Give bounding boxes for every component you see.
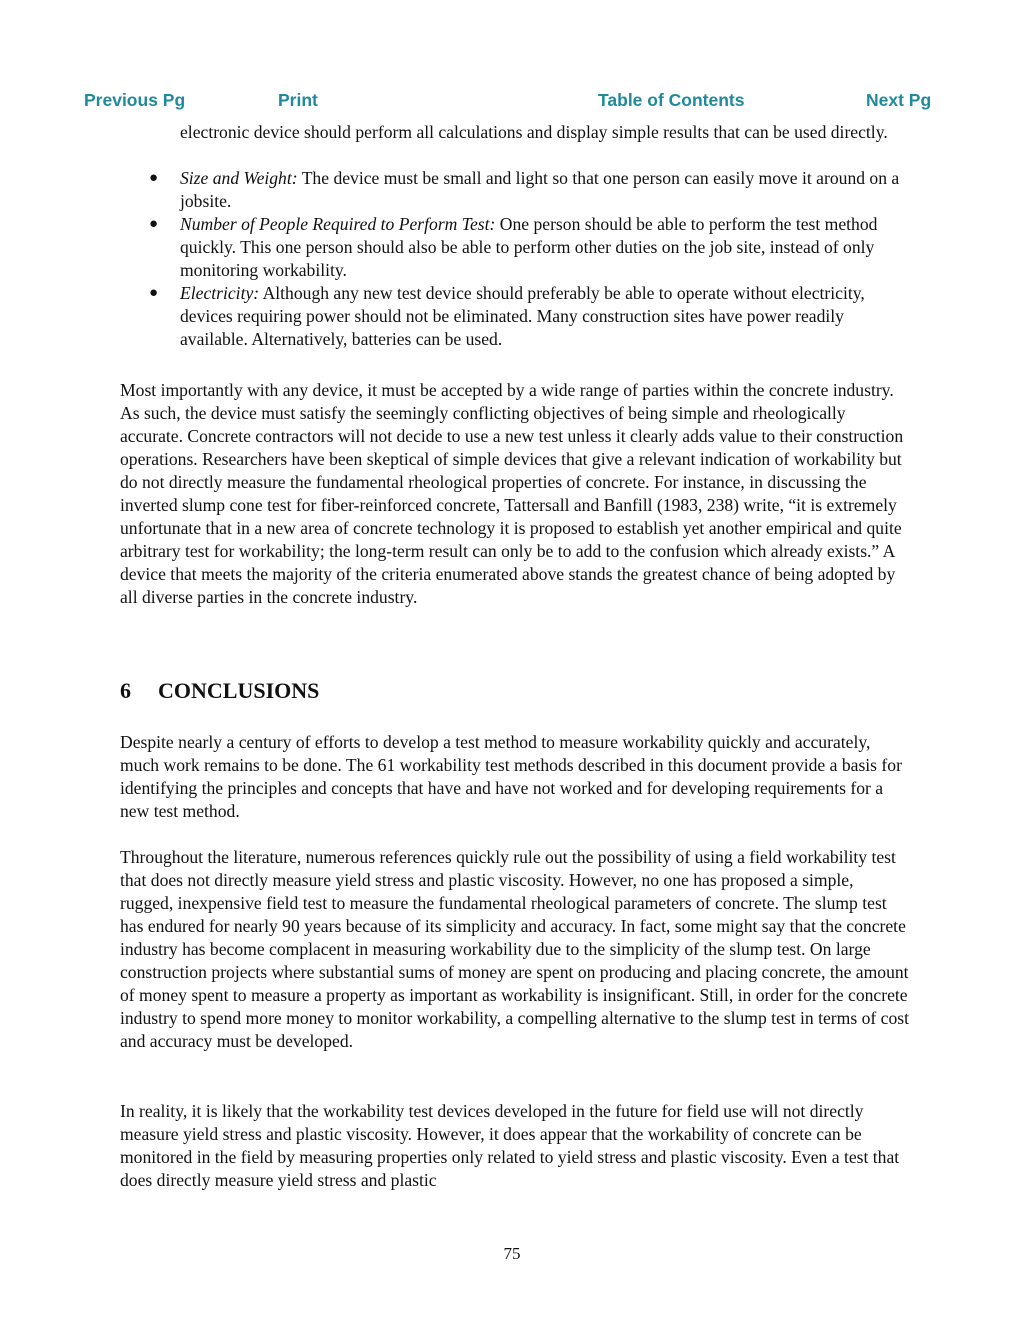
continued-bullet-text: electronic device should perform all calculations and display simple results that can be used directly. — [180, 122, 888, 142]
bullet-term: Electricity: — [180, 283, 260, 303]
conclusions-paragraph-2: Throughout the literature, numerous references quickly rule out the possibility of using a field workability test that does not directly measure yield stress and plastic viscosity. However, no one has proposed a simple, rugged, inexpensive field test to measure the fundamental rheological parameters of concrete. The slump test has endured for nearly 90 years because of its simplicity and accuracy. In fact, some might say that the concrete industry has become complacent in measuring workability due to the simplicity of the slump test. On large construction projects where substantial sums of money are spent on producing and placing concrete, the amount of money spent to measure a property as important as workability is insignificant. Still, in order for the concrete industry to spend more money to monitor workability, a compelling alternative to the slump test in terms of cost and accuracy must be developed. — [120, 847, 909, 1051]
section-title: CONCLUSIONS — [158, 678, 320, 703]
print-link[interactable]: Print — [278, 90, 318, 110]
device-acceptance-paragraph: Most importantly with any device, it must be accepted by a wide range of parties within the concrete industry. As such, the device must satisfy the seemingly conflicting objectives of being simple and rheologically accurate. Concrete contractors will not decide to use a new test unless it clearly adds value to their construction operations. Researchers have been skeptical of simple devices that give a relevant indication of workability but do not directly measure the fundamental rheological properties of concrete. For instance, in discussing the inverted slump cone test for fiber-reinforced concrete, Tattersall and Banfill (1983, 238) write, “it is extremely unfortunate that in a new area of concrete technology it is proposed to establish yet another empirical and quite arbitrary test for workability; the long-term result can only be to add to the confusion which already exists.” A device that meets the majority of the criteria enumerated above stands the greatest chance of being adopted by all diverse parties in the concrete industry. — [120, 380, 904, 607]
bullet-icon: ● — [149, 216, 159, 232]
section-number: 6 — [120, 678, 131, 703]
page-number: 75 — [503, 1244, 521, 1263]
section-heading — [120, 677, 319, 705]
conclusions-paragraph-1: Despite nearly a century of efforts to develop a test method to measure workability quickly and accurately, much work remains to be done. The 61 workability test methods described in this document provide a basis for identifying the principles and concepts that have and have not worked and for developing requirements for a new test method. — [120, 732, 902, 821]
bullet-term: Size and Weight: — [180, 168, 298, 188]
bullet-icon: ● — [149, 170, 159, 186]
conclusions-paragraph-3: In reality, it is likely that the workability test devices developed in the future for field use will not directly measure yield stress and plastic viscosity. However, it does appear that the workability of concrete can be monitored in the field by measuring properties only related to yield stress and plastic viscosity. Even a test that does directly measure yield stress and plastic — [120, 1101, 900, 1190]
previous-page-link[interactable]: Previous Pg — [84, 90, 186, 110]
bullet-text: Although any new test device should preferably be able to operate without electricity, devices requiring power should not be eliminated. Many construction sites have power readily available. Alternatively, batteries can be used. — [180, 283, 865, 349]
table-of-contents-link[interactable]: Table of Contents — [598, 90, 745, 110]
bullet-item-people-required — [149, 213, 900, 282]
bullet-item-electricity — [149, 282, 900, 351]
navigation-bar — [0, 90, 1024, 114]
bullet-text: The device must be small and light so that one person can easily move it around on a jobsite. — [180, 168, 900, 211]
requirements-bullet-list — [149, 167, 900, 351]
bullet-icon: ● — [149, 285, 159, 301]
bullet-text: One person should be able to perform the test method quickly. This one person should also be able to perform other duties on the job site, instead of only monitoring workability. — [180, 214, 878, 280]
bullet-term: Number of People Required to Perform Test: — [180, 214, 496, 234]
bullet-item-size-weight — [149, 167, 900, 213]
next-page-link[interactable]: Next Pg — [866, 90, 932, 110]
